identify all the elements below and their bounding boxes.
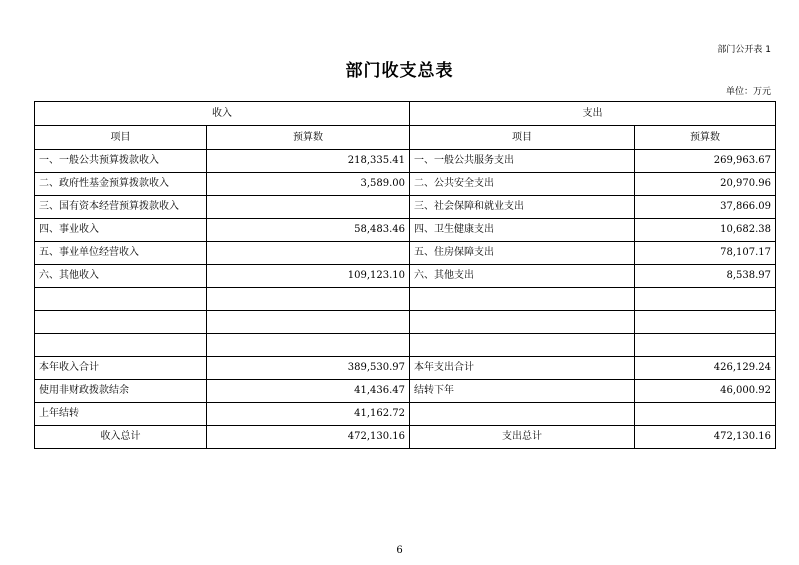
table-row bbox=[35, 357, 776, 380]
expense-item-cell: 二、公共安全支出 bbox=[410, 173, 635, 196]
expense-amount-header: 预算数 bbox=[635, 126, 776, 150]
expense-amount-cell: 20,970.96 bbox=[635, 173, 776, 196]
expense-amount-cell: 10,682.38 bbox=[635, 219, 776, 242]
expense-amount-cell: 37,866.09 bbox=[635, 196, 776, 219]
group-header-row bbox=[35, 102, 776, 126]
income-item-header: 项目 bbox=[35, 126, 207, 150]
income-amount-cell: 58,483.46 bbox=[207, 219, 410, 242]
income-total-amount: 472,130.16 bbox=[207, 426, 410, 449]
table-row bbox=[35, 219, 776, 242]
expense-item-cell: 一、一般公共服务支出 bbox=[410, 150, 635, 173]
income-amount-cell bbox=[207, 334, 410, 357]
table-row bbox=[35, 334, 776, 357]
expense-item-cell bbox=[410, 311, 635, 334]
expense-amount-cell bbox=[635, 311, 776, 334]
income-item-cell: 五、事业单位经营收入 bbox=[35, 242, 207, 265]
expense-item-cell: 五、住房保障支出 bbox=[410, 242, 635, 265]
expense-item-header: 项目 bbox=[410, 126, 635, 150]
income-item-cell: 三、国有资本经营预算拨款收入 bbox=[35, 196, 207, 219]
expense-amount-cell: 8,538.97 bbox=[635, 265, 776, 288]
income-item-cell: 使用非财政拨款结余 bbox=[35, 380, 207, 403]
expense-item-cell: 六、其他支出 bbox=[410, 265, 635, 288]
unit-label: 单位：万元 bbox=[725, 87, 771, 97]
expense-amount-cell: 46,000.92 bbox=[635, 380, 776, 403]
income-amount-cell: 218,335.41 bbox=[207, 150, 410, 173]
expense-item-cell: 三、社会保障和就业支出 bbox=[410, 196, 635, 219]
page-title: 部门收支总表 bbox=[345, 61, 454, 81]
expense-total-amount: 472,130.16 bbox=[635, 426, 776, 449]
column-header-row bbox=[35, 126, 776, 150]
income-item-cell: 二、政府性基金预算拨款收入 bbox=[35, 173, 207, 196]
income-item-cell bbox=[35, 334, 207, 357]
income-amount-cell bbox=[207, 196, 410, 219]
totals-row bbox=[35, 426, 776, 449]
table-row bbox=[35, 196, 776, 219]
expense-amount-cell bbox=[635, 334, 776, 357]
expense-item-cell: 本年支出合计 bbox=[410, 357, 635, 380]
income-group-header: 收入 bbox=[35, 102, 410, 126]
income-item-cell: 四、事业收入 bbox=[35, 219, 207, 242]
table-row bbox=[35, 173, 776, 196]
expense-amount-cell: 78,107.17 bbox=[635, 242, 776, 265]
income-item-cell bbox=[35, 288, 207, 311]
income-item-cell: 本年收入合计 bbox=[35, 357, 207, 380]
income-amount-cell: 109,123.10 bbox=[207, 265, 410, 288]
document-code: 部门公开表 1 bbox=[717, 45, 771, 55]
table-row bbox=[35, 311, 776, 334]
table-row bbox=[35, 380, 776, 403]
budget-summary-table bbox=[34, 101, 776, 449]
expense-amount-cell bbox=[635, 403, 776, 426]
expense-amount-cell: 269,963.67 bbox=[635, 150, 776, 173]
income-amount-cell: 41,436.47 bbox=[207, 380, 410, 403]
expense-amount-cell: 426,129.24 bbox=[635, 357, 776, 380]
table-row bbox=[35, 242, 776, 265]
expense-item-cell bbox=[410, 403, 635, 426]
income-total-label: 收入总计 bbox=[35, 426, 207, 449]
table-row bbox=[35, 288, 776, 311]
income-amount-cell bbox=[207, 242, 410, 265]
expense-item-cell: 结转下年 bbox=[410, 380, 635, 403]
income-item-cell bbox=[35, 311, 207, 334]
income-amount-cell bbox=[207, 311, 410, 334]
expense-item-cell bbox=[410, 334, 635, 357]
income-amount-cell: 41,162.72 bbox=[207, 403, 410, 426]
page-number: 6 bbox=[396, 545, 403, 556]
expense-total-label: 支出总计 bbox=[410, 426, 635, 449]
expense-item-cell: 四、卫生健康支出 bbox=[410, 219, 635, 242]
income-item-cell: 六、其他收入 bbox=[35, 265, 207, 288]
income-amount-header: 预算数 bbox=[207, 126, 410, 150]
income-item-cell: 一、一般公共预算拨款收入 bbox=[35, 150, 207, 173]
income-amount-cell: 3,589.00 bbox=[207, 173, 410, 196]
income-amount-cell: 389,530.97 bbox=[207, 357, 410, 380]
table-row bbox=[35, 150, 776, 173]
expense-amount-cell bbox=[635, 288, 776, 311]
income-item-cell: 上年结转 bbox=[35, 403, 207, 426]
table-row bbox=[35, 403, 776, 426]
expense-group-header: 支出 bbox=[410, 102, 776, 126]
table-row bbox=[35, 265, 776, 288]
income-amount-cell bbox=[207, 288, 410, 311]
expense-item-cell bbox=[410, 288, 635, 311]
